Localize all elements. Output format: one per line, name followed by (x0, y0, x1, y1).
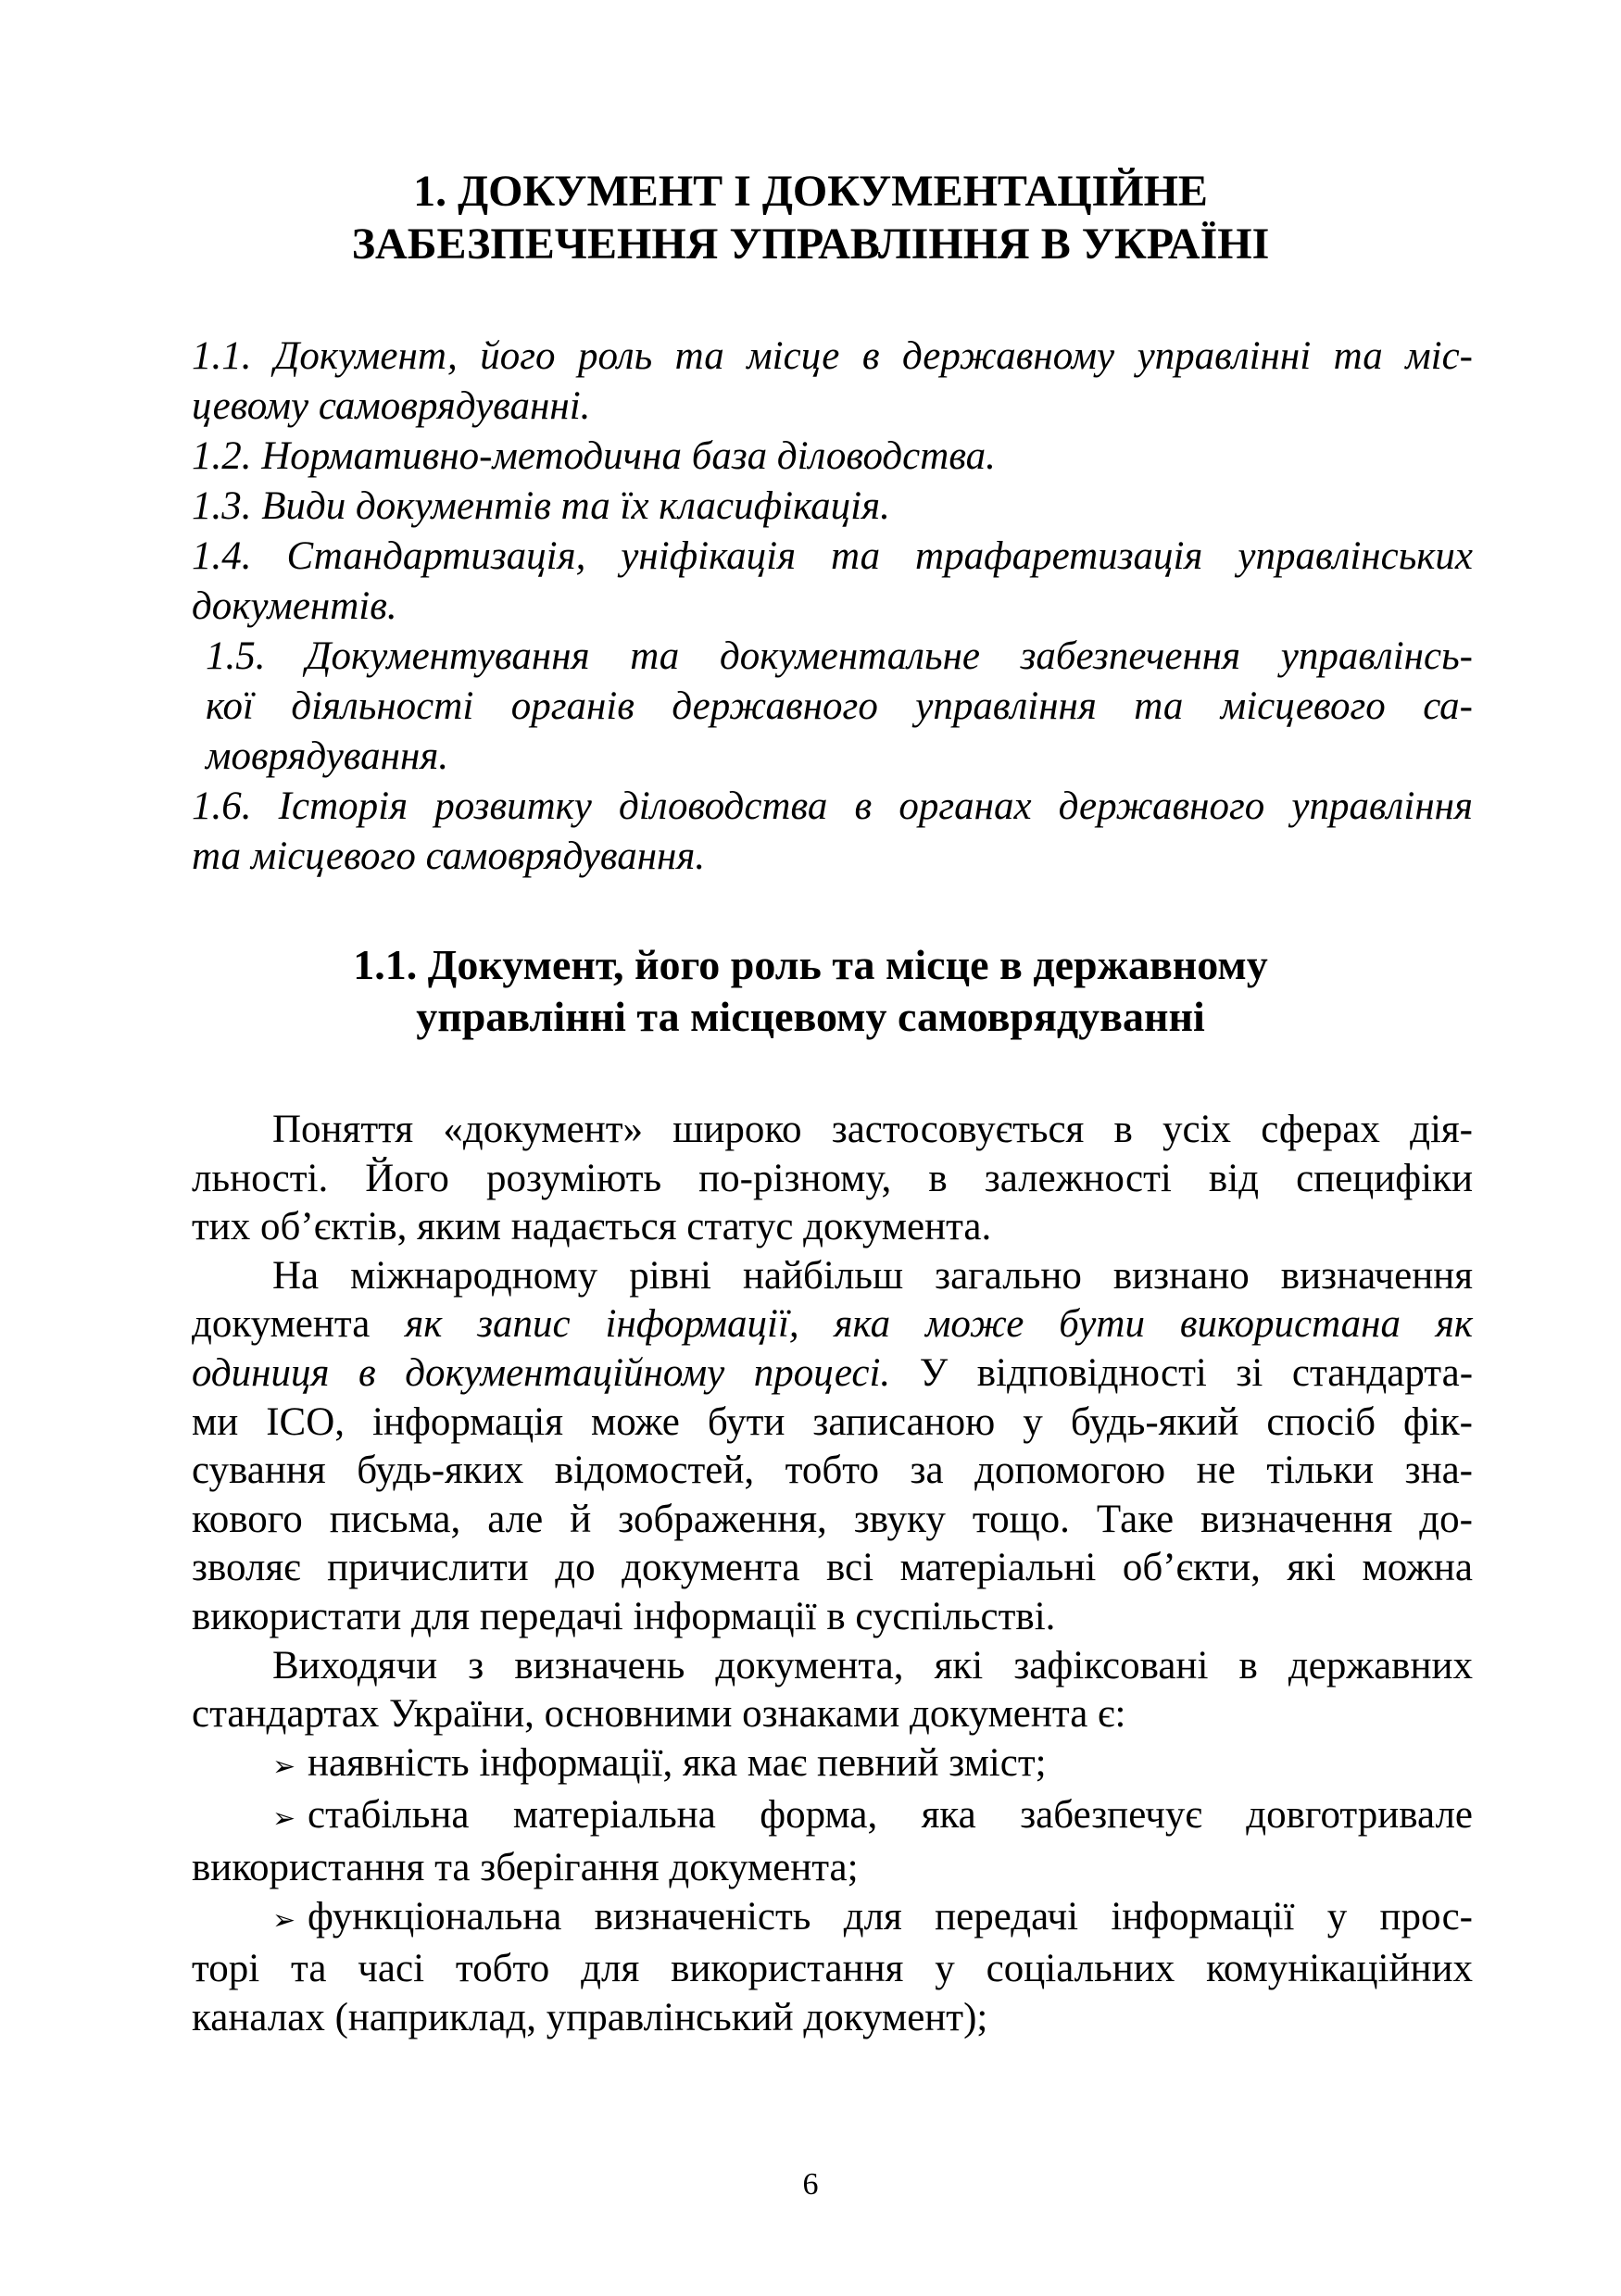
text-line: На міжнародному рівні найбільш загально визнано визначення (272, 1253, 1473, 1298)
contents-line: 1.6. Історія розвитку діловодства в органах державного управління (192, 784, 1473, 828)
text-line: стандартах України, основними ознаками документа є: (192, 1692, 1126, 1737)
text-line: використати для передачі інформації в суспільстві. (192, 1594, 1056, 1638)
contents-line: 1.5. Документування та документальне забезпечення управлінсь- (206, 634, 1473, 678)
text-line: тих об’єктів, яким надається статус документа. (192, 1205, 992, 1249)
text-line (192, 1893, 1473, 1946)
text-line: використання та зберігання документа; (192, 1845, 859, 1889)
contents-line: 1.4. Стандартизація, уніфікація та трафаретизація управлінських (192, 534, 1473, 578)
section-title-line: 1.1. Документ, його роль та місце в державному (353, 941, 1268, 988)
definition-emphasis: одиниця в документаційному процесі. (192, 1350, 891, 1395)
contents-line: 1.2. Нормативно-методична база діловодства. (192, 434, 996, 478)
chapter-title (0, 165, 1621, 270)
bullet-text: наявність інформації, яка має певний зміст; (308, 1740, 1047, 1785)
contents-item (192, 482, 1473, 532)
text-line (192, 1791, 1473, 1844)
chapter-title-line: 1. ДОКУМЕНТ І ДОКУМЕНТАЦІЙНЕ (413, 167, 1208, 216)
text-line: сування будь-яких відомостей, тобто за допомогою не тільки зна- (192, 1449, 1473, 1493)
text-line (192, 1300, 1473, 1349)
contents-line: 1.1. Документ, його роль та місце в державному управлінні та міс- (192, 334, 1473, 378)
text-segment: У відповідності зі стандарта- (890, 1350, 1474, 1395)
contents-line: та місцевого самоврядування. (192, 834, 706, 878)
section-title (0, 939, 1621, 1043)
contents-item (192, 432, 1473, 482)
text-line: Виходячи з визначень документа, які зафіксовані в державних (272, 1643, 1473, 1687)
contents-line: цевому самоврядуванні. (192, 384, 591, 428)
text-line: торі та часі тобто для використання у соціальних комунікаційних (192, 1947, 1473, 1991)
body-text (192, 1106, 1473, 2042)
section-title-line: управлінні та місцевому самоврядуванні (416, 993, 1205, 1040)
arrowhead-bullet-icon: ➢ (272, 1802, 296, 1836)
text-line: льності. Його розуміють по-різному, в залежності від специфіки (192, 1156, 1473, 1200)
contents-line: документів. (192, 584, 397, 628)
text-line: зволяє причислити до документа всі матеріальні об’єкти, які можна (192, 1546, 1473, 1590)
text-line: кового письма, але й зображення, звуку тощо. Таке визначення до- (192, 1497, 1473, 1541)
contents-item (192, 632, 1473, 782)
text-line: каналах (наприклад, управлінський документ); (192, 1995, 988, 2039)
contents-line: моврядування. (206, 734, 449, 778)
definition-emphasis: як запис інформації, яка може бути використана як (405, 1302, 1473, 1347)
text-line (192, 1349, 1473, 1399)
contents-item (192, 532, 1473, 632)
bullet-item (192, 1739, 1473, 1792)
text-line: Поняття «документ» широко застосовується в усіх сферах дія- (272, 1108, 1473, 1151)
page-number: 6 (802, 2167, 819, 2202)
contents-item (192, 782, 1473, 882)
chapter-title-line: ЗАБЕЗПЕЧЕННЯ УПРАВЛІННЯ В УКРАЇНІ (351, 220, 1270, 269)
contents-line: 1.3. Види документів та їх класифікація. (192, 484, 890, 528)
paragraph (192, 1106, 1473, 1252)
text-line (192, 1739, 1473, 1792)
contents-item (192, 332, 1473, 432)
bullet-text: функціональна визначеність для передачі інформації у прос- (308, 1894, 1473, 1938)
chapter-contents-list (192, 332, 1473, 882)
contents-line: кої діяльності органів державного управління та місцевого са- (206, 684, 1473, 728)
paragraph (192, 1252, 1473, 1642)
paragraph (192, 1642, 1473, 1739)
bullet-text: стабільна матеріальна форма, яка забезпечує довготривале (308, 1793, 1473, 1838)
text-line: ми ІСО, інформація може бути записаною у будь-який спосіб фік- (192, 1399, 1473, 1444)
bullet-item (192, 1791, 1473, 1892)
text-segment: документа (192, 1302, 406, 1347)
arrowhead-bullet-icon: ➢ (272, 1903, 296, 1937)
arrowhead-bullet-icon: ➢ (272, 1750, 296, 1783)
bullet-item (192, 1893, 1473, 2043)
